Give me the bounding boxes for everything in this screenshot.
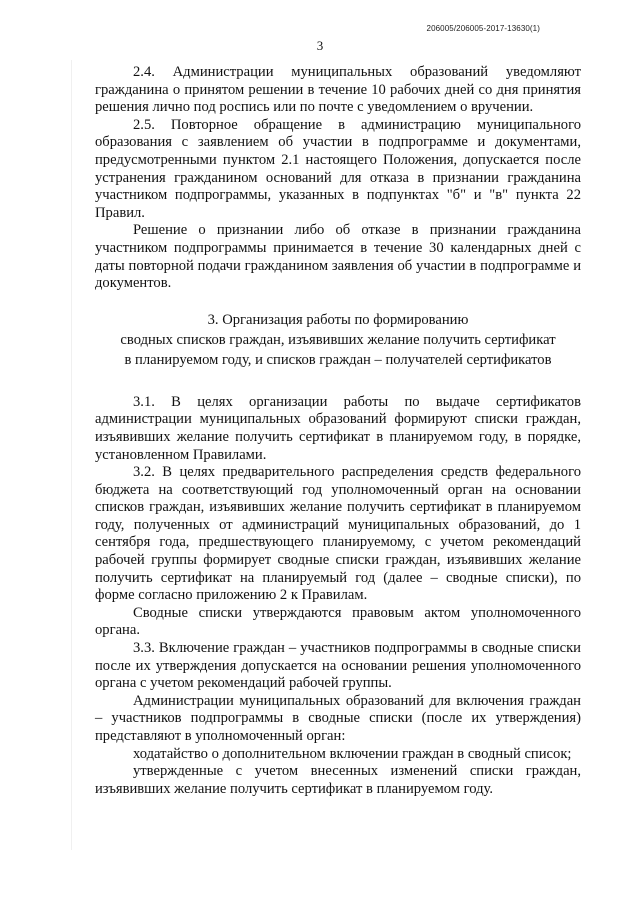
- section-title-line-3: в планируемом году, и списков граждан – получателей сертификатов: [124, 351, 552, 368]
- paragraph-3-2-approval: Сводные списки утверждаются правовым актом уполномоченного органа.: [95, 604, 581, 639]
- section-title-line-1: 3. Организация работы по формированию: [207, 311, 469, 328]
- scan-artifact-line: [71, 60, 72, 850]
- document-id: 206005/206005-2017-13630(1): [426, 24, 540, 33]
- paragraph-3-3-petition: ходатайство о дополнительном включении граждан в сводный список;: [133, 745, 572, 762]
- paragraph-3-3-administrations: Администрации муниципальных образований для включения граждан – участников подпрограммы в сводные списки (после их утверждения) представляют в уполномоченный орган:: [95, 692, 581, 744]
- page-number: 3: [316, 38, 324, 53]
- paragraph-3-1: 3.1. В целях организации работы по выдаче сертификатов администрации муниципальных образований формируют списки граждан, изъявивших желание получить сертификат в планируемом году, в порядке, установленном Правилами.: [95, 393, 581, 463]
- paragraph-2-4: 2.4. Администрации муниципальных образований уведомляют гражданина о принятом решении в течение 10 рабочих дней со дня принятия решения лично под роспись или по почте с уведомлением о вручении.: [95, 64, 581, 116]
- section-title-line-2: сводных списков граждан, изъявивших желание получить сертификат: [120, 331, 556, 348]
- section-3-title: [95, 310, 581, 370]
- paragraph-2-5: 2.5. Повторное обращение в администрацию муниципального образования с заявлением об участии в подпрограмме и документами, предусмотренными пунктом 2.1 настоящего Положения, допускается после устранения гражданином оснований для отказа в признании гражданина участником подпрограммы, указанных в подпунктах "б" и "в" пункта 22 Правил.: [95, 116, 581, 221]
- paragraph-2-5-decision: Решение о признании либо об отказе в признании гражданина участником подпрограммы принимается в течение 30 календарных дней с даты повторной подачи гражданином заявления об участии в подпрограмме и документов.: [95, 222, 581, 292]
- paragraph-3-3: 3.3. Включение граждан – участников подпрограммы в сводные списки после их утверждения допускается на основании решения уполномоченного органа с учетом рекомендаций рабочей группы.: [95, 640, 581, 692]
- paragraph-3-2: 3.2. В целях предварительного распределения средств федерального бюджета на соответствующий год уполномоченный орган на основании списков граждан, изъявивших желание получить сертификат в планируемом году, полученных от администраций муниципальных образований, до 1 сентября года, предшествующего планируемому, с учетом рекомендаций рабочей группы формирует сводные списки граждан, изъявивших желание получить сертификат на планируемый год (далее – сводные списки), по форме согласно приложению 2 к Правилам.: [95, 464, 581, 604]
- document-body: [95, 64, 581, 798]
- paragraph-3-3-lists: утвержденные с учетом внесенных изменений списки граждан, изъявивших желание получить сертификат в планируемом году.: [95, 763, 581, 797]
